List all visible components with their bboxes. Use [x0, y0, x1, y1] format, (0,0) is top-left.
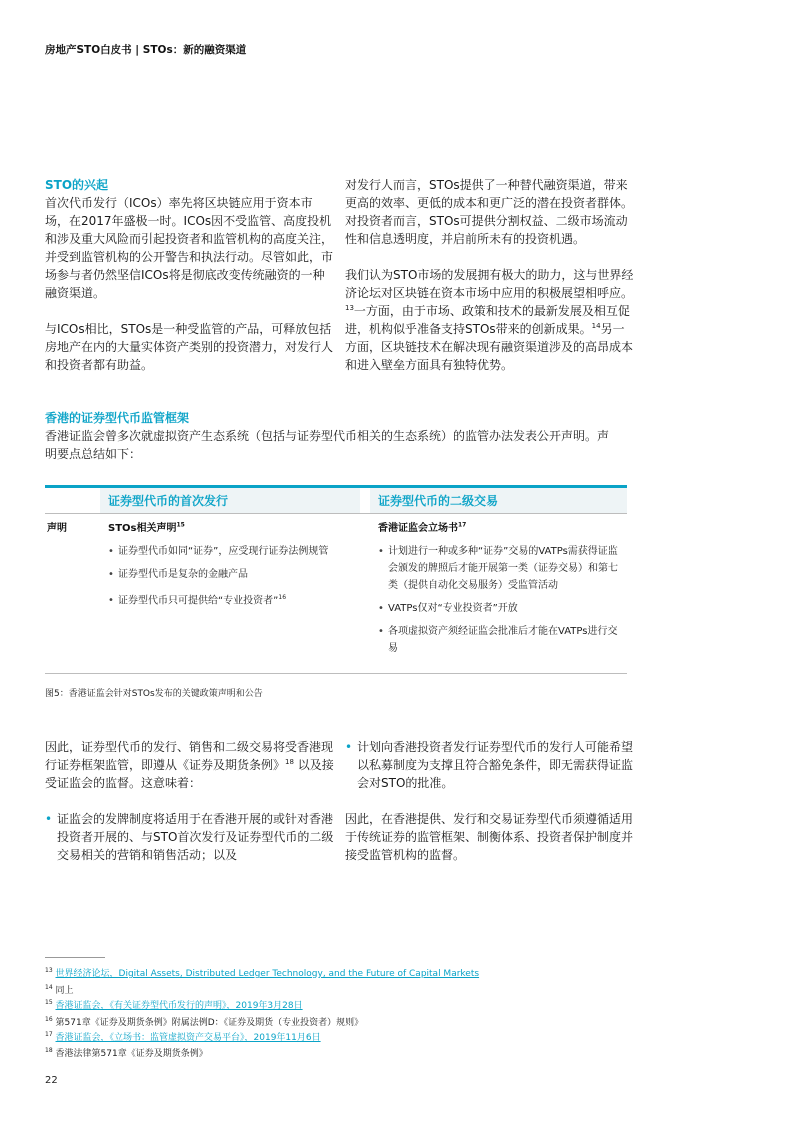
- footnote-17: $^{17}$ 香港证监会，《立场书：监管虚拟资产交易平台》，2019年11月6日: [45, 1031, 321, 1043]
- paragraph-market-outlook: 我们认为STO市场的发展拥有极大的助力，这与世界经济论坛对区块链在资本市场中应用的积极展望相呼应。$^{13}$一方面，由于市场、政策和技术的最新发展及相互促进，机构似乎准备支持STOs带来的创新成果。$^{14}$另一方面，区块链技术在解决现有融资渠道涉及的高昂成本和进入壁垒方面具有独特优势。: [345, 268, 634, 372]
- footnote-link[interactable]: 香港证监会，《立场书：监管虚拟资产交易平台》，2019年11月6日: [55, 1033, 321, 1043]
- list-item: • 计划向香港投资者发行证券型代币的发行人可能希望以私募制度为支撑且符合豁免条件，即无需获得证监会对STO的批准。: [345, 738, 635, 792]
- footnote-14: $^{14}$ 同上: [45, 984, 74, 996]
- figure-caption: 图5：香港证监会针对STOs发布的关键政策声明和公告: [45, 689, 263, 699]
- page-number: 22: [45, 1075, 58, 1086]
- section-rise-of-sto-right: [345, 176, 635, 374]
- footnote-16: $^{16}$ 第571章《证券及期货条例》附属法例D：《证券及期货（专业投资者）规则》: [45, 1016, 364, 1028]
- footnote-ref-17[interactable]: 17: [458, 521, 467, 529]
- paragraph-issuers: 对发行人而言，STOs提供了一种替代融资渠道，带来更高的效率、更低的成本和更广泛的潜在投资者群体。对投资者而言，STOs可提供分割权益、二级市场流动性和信息透明度，并启前所未有的投资机遇。: [345, 178, 634, 246]
- section-title-sto-rise: STO的兴起: [45, 178, 109, 192]
- paragraph-implications: 因此，证券型代币的发行、销售和二级交易将受香港现行证券框架监管，即遵从《证券及期货条例》$^{18}$ 以及接受证监会的监督。这意味着：: [45, 740, 334, 790]
- table-bottom-rule: [45, 673, 627, 674]
- footnote-link[interactable]: 香港证监会，《有关证券型代币发行的声明》，2019年3月28日: [55, 1001, 303, 1011]
- paragraph-icos: 首次代币发行（ICOs）率先将区块链应用于资本市场，在2017年盛极一时。ICOs因不受监管、高度投机和涉及重大风险而引起投资者和监管机构的高度关注，并受到监管机构的公开警告和执法行动。尽管如此，市场参与者仍然坚信ICOs将是彻底改变传统融资的一种融资渠道。: [45, 196, 334, 300]
- running-header: 房地产STO白皮书 | STOs：新的融资渠道: [45, 44, 247, 56]
- footnote-ref-18[interactable]: 18: [285, 758, 294, 766]
- table-header-initial-offering: 证券型代币的首次发行: [108, 494, 229, 508]
- footnote-ref-16[interactable]: 16: [278, 594, 287, 601]
- paragraph-hk-framework-intro: 香港证监会曾多次就虚拟资产生态系统（包括与证券型代币相关的生态系统）的监管办法发表公开声明。声明要点总结如下：: [45, 429, 610, 461]
- footnote-divider: [45, 957, 105, 958]
- section-title-hk-framework: 香港的证券型代币监管框架: [45, 411, 190, 425]
- table-row-label: 声明: [47, 523, 67, 534]
- footnote-13: $^{13}$ 世界经济论坛，Digital Assets, Distributed Ledger Technology, and the Future of Capital Markets: [45, 967, 480, 979]
- footnote-ref-14[interactable]: 14: [591, 322, 601, 330]
- table-cell-secondary-trading: [378, 519, 623, 657]
- paragraph-sto-vs-ico: 与ICOs相比，STOs是一种受监管的产品，可释放包括房地产在内的大量实体资产类别的投资潜力，对发行人和投资者都有助益。: [45, 322, 334, 372]
- section-implications-right: [345, 738, 635, 864]
- footnote-link[interactable]: 世界经济论坛，Digital Assets, Distributed Ledger Technology, and the Future of Capital Markets: [55, 969, 480, 979]
- section-implications-left: [45, 738, 335, 864]
- list-item: • 证券型代币只可提供给“专业投资者”$^{16}$: [108, 589, 358, 609]
- footnote-ref-13[interactable]: 13: [345, 304, 354, 312]
- list-item: • 计划进行一种或多种“证券”交易的VATPs需获得证监会颁发的牌照后才能开展第一类（证券交易）和第七类（提供自动化交易服务）受监管活动: [378, 543, 623, 594]
- paragraph-conclusion: 因此，在香港提供、发行和交易证券型代币须遵循适用于传统证券的监管框架、制衡体系、投资者保护制度并接受监管机构的监督。: [345, 812, 634, 862]
- table-cell-initial-offering: [108, 519, 358, 609]
- section-rise-of-sto: [45, 176, 335, 374]
- cell-title-sfc-position: 香港证监会立场书$^{17}$: [378, 521, 467, 534]
- footnote-18: $^{18}$ 香港法律第571章《证券及期货条例》: [45, 1047, 208, 1059]
- list-item: • 各项虚拟资产须经证监会批准后才能在VATPs进行交易: [378, 623, 623, 657]
- list-item: • VATPs仅对“专业投资者”开放: [378, 600, 623, 617]
- footnote-ref-15[interactable]: 15: [176, 521, 185, 529]
- table-header-divider: [45, 513, 627, 514]
- footnote-15: $^{15}$ 香港证监会，《有关证券型代币发行的声明》，2019年3月28日: [45, 999, 303, 1011]
- list-item: • 证监会的发牌制度将适用于在香港开展的或针对香港投资者开展的、与STO首次发行及证券型代币的二级交易相关的营销和销售活动；以及: [45, 810, 335, 864]
- table-header-secondary-trading: 证券型代币的二级交易: [378, 494, 499, 508]
- list-item: • 证券型代币如同“证券”，应受现行证券法例规管: [108, 543, 358, 560]
- cell-title-sto-statement: STOs相关声明$^{15}$: [108, 521, 185, 534]
- list-item: • 证券型代币是复杂的金融产品: [108, 566, 358, 583]
